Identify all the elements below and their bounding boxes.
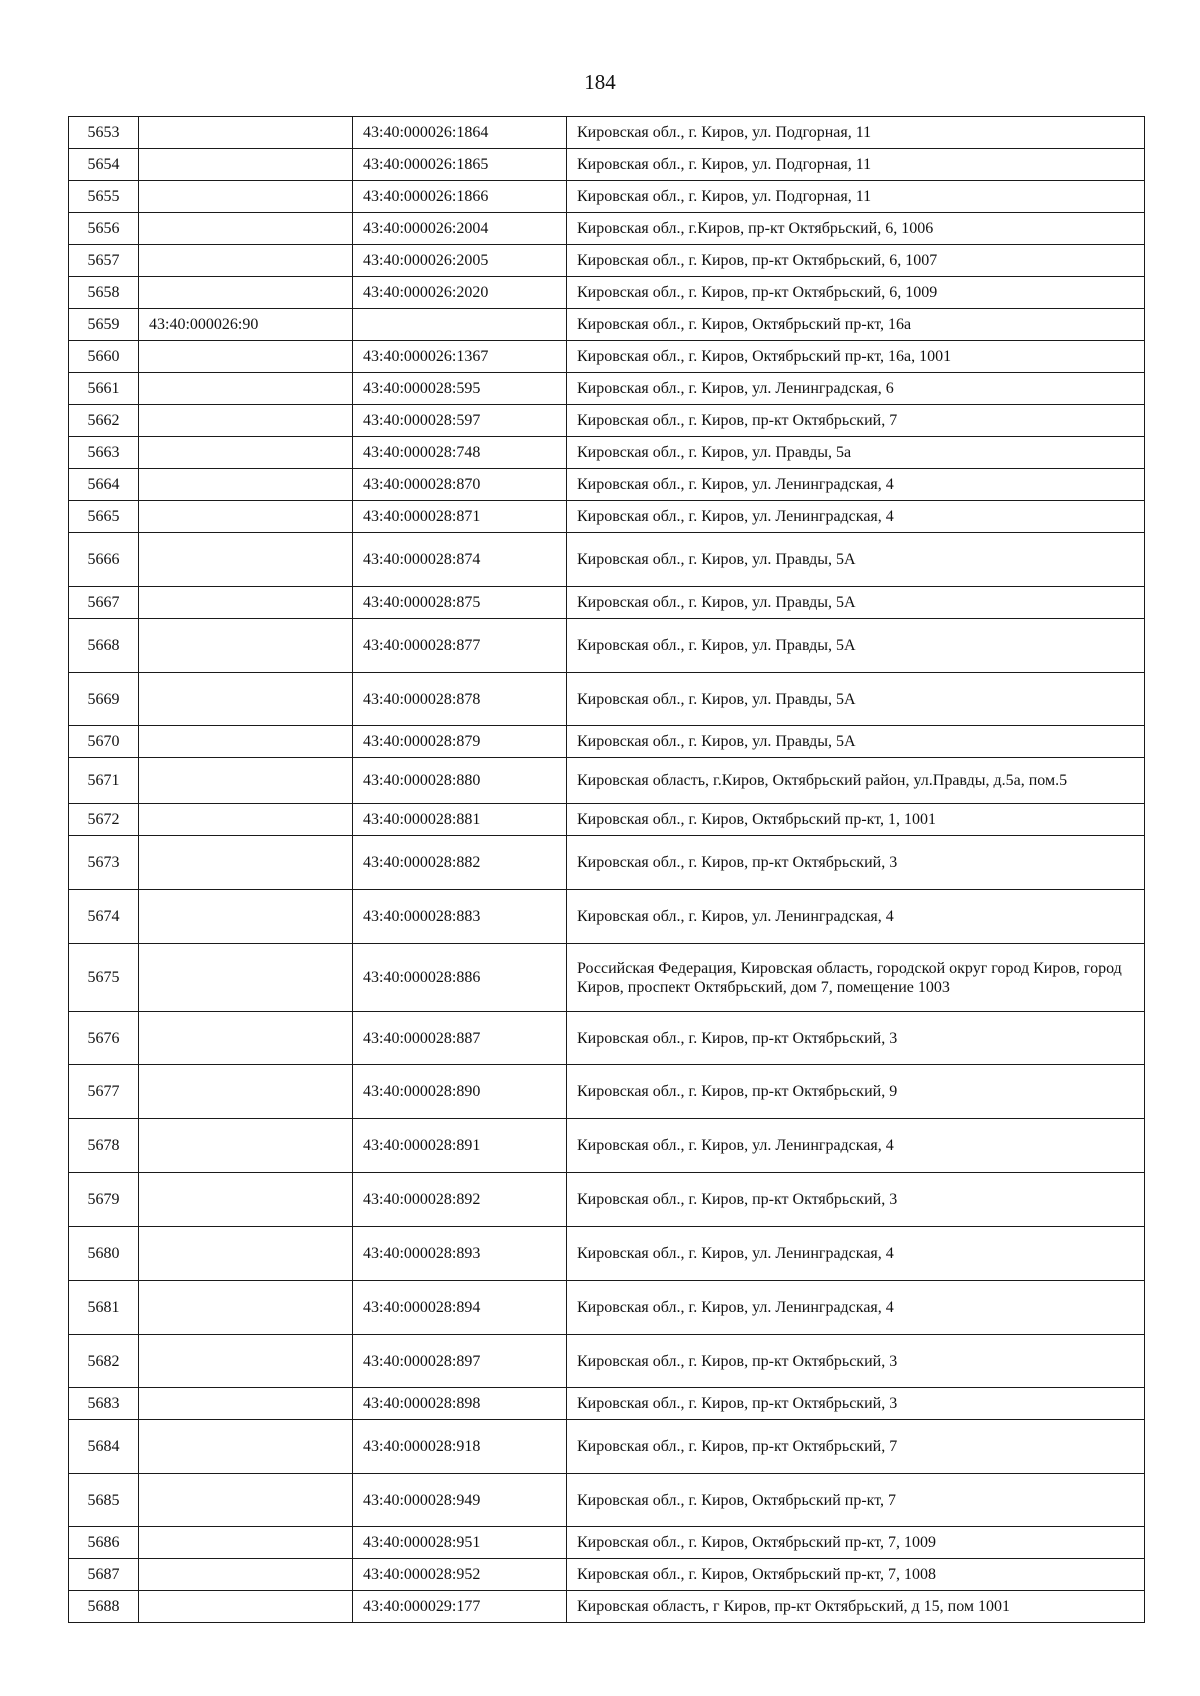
cadastral-number-cell: 43:40:000028:951 bbox=[353, 1527, 567, 1559]
address-cell: Кировская область, г.Киров, Октябрьский район, ул.Правды, д.5а, пом.5 bbox=[567, 758, 1145, 804]
row-number-cell: 5675 bbox=[69, 944, 139, 1012]
row-number-cell: 5669 bbox=[69, 673, 139, 726]
parent-cadastral-cell bbox=[139, 1559, 353, 1591]
address-cell: Кировская обл., г. Киров, пр-кт Октябрьский, 3 bbox=[567, 1388, 1145, 1420]
table-row bbox=[69, 836, 1145, 890]
parent-cadastral-cell bbox=[139, 341, 353, 373]
address-cell: Кировская обл., г. Киров, ул. Правды, 5а bbox=[567, 437, 1145, 469]
address-cell: Кировская обл., г. Киров, ул. Правды, 5А bbox=[567, 673, 1145, 726]
table-row bbox=[69, 277, 1145, 309]
cadastral-number-cell bbox=[353, 309, 567, 341]
table-row bbox=[69, 213, 1145, 245]
table-row bbox=[69, 587, 1145, 619]
cadastral-number-cell: 43:40:000028:881 bbox=[353, 804, 567, 836]
cadastral-number-cell: 43:40:000028:880 bbox=[353, 758, 567, 804]
table-row bbox=[69, 405, 1145, 437]
cadastral-number-cell: 43:40:000028:877 bbox=[353, 619, 567, 673]
cadastral-number-cell: 43:40:000028:918 bbox=[353, 1420, 567, 1474]
cadastral-number-cell: 43:40:000028:890 bbox=[353, 1065, 567, 1119]
address-cell: Кировская обл., г. Киров, Октябрьский пр-кт, 7, 1008 bbox=[567, 1559, 1145, 1591]
cadastral-number-cell: 43:40:000026:2005 bbox=[353, 245, 567, 277]
parent-cadastral-cell bbox=[139, 405, 353, 437]
cadastral-number-cell: 43:40:000026:1864 bbox=[353, 117, 567, 149]
row-number-cell: 5685 bbox=[69, 1474, 139, 1527]
address-cell: Кировская обл., г. Киров, пр-кт Октябрьский, 7 bbox=[567, 405, 1145, 437]
cadastral-number-cell: 43:40:000028:871 bbox=[353, 501, 567, 533]
parent-cadastral-cell bbox=[139, 373, 353, 405]
cadastral-number-cell: 43:40:000028:897 bbox=[353, 1335, 567, 1388]
row-number-cell: 5667 bbox=[69, 587, 139, 619]
address-cell: Кировская обл., г. Киров, ул. Правды, 5А bbox=[567, 726, 1145, 758]
table-row bbox=[69, 533, 1145, 587]
parent-cadastral-cell bbox=[139, 619, 353, 673]
registry-table bbox=[68, 116, 1145, 1623]
row-number-cell: 5663 bbox=[69, 437, 139, 469]
row-number-cell: 5655 bbox=[69, 181, 139, 213]
parent-cadastral-cell bbox=[139, 944, 353, 1012]
parent-cadastral-cell bbox=[139, 1012, 353, 1065]
cadastral-number-cell: 43:40:000026:1865 bbox=[353, 149, 567, 181]
address-cell: Кировская обл., г. Киров, пр-кт Октябрьский, 3 bbox=[567, 1173, 1145, 1227]
parent-cadastral-cell bbox=[139, 181, 353, 213]
table-row bbox=[69, 1559, 1145, 1591]
table-row bbox=[69, 1527, 1145, 1559]
cadastral-number-cell: 43:40:000028:874 bbox=[353, 533, 567, 587]
row-number-cell: 5682 bbox=[69, 1335, 139, 1388]
parent-cadastral-cell bbox=[139, 1065, 353, 1119]
cadastral-number-cell: 43:40:000028:882 bbox=[353, 836, 567, 890]
row-number-cell: 5664 bbox=[69, 469, 139, 501]
address-cell: Кировская обл., г. Киров, ул. Подгорная, 11 bbox=[567, 181, 1145, 213]
table-row bbox=[69, 1335, 1145, 1388]
table-row bbox=[69, 1227, 1145, 1281]
address-cell: Кировская обл., г. Киров, Октябрьский пр-кт, 16а bbox=[567, 309, 1145, 341]
address-cell: Кировская обл., г. Киров, пр-кт Октябрьский, 3 bbox=[567, 1335, 1145, 1388]
address-cell: Кировская обл., г. Киров, ул. Ленинградская, 6 bbox=[567, 373, 1145, 405]
cadastral-number-cell: 43:40:000028:952 bbox=[353, 1559, 567, 1591]
parent-cadastral-cell bbox=[139, 1591, 353, 1623]
parent-cadastral-cell bbox=[139, 836, 353, 890]
address-cell: Кировская обл., г. Киров, ул. Ленинградская, 4 bbox=[567, 1281, 1145, 1335]
address-cell: Кировская обл., г. Киров, ул. Правды, 5А bbox=[567, 619, 1145, 673]
parent-cadastral-cell bbox=[139, 117, 353, 149]
parent-cadastral-cell bbox=[139, 1227, 353, 1281]
cadastral-number-cell: 43:40:000028:887 bbox=[353, 1012, 567, 1065]
parent-cadastral-cell bbox=[139, 1119, 353, 1173]
table-row bbox=[69, 245, 1145, 277]
row-number-cell: 5657 bbox=[69, 245, 139, 277]
row-number-cell: 5658 bbox=[69, 277, 139, 309]
parent-cadastral-cell bbox=[139, 1388, 353, 1420]
table-row bbox=[69, 309, 1145, 341]
parent-cadastral-cell bbox=[139, 726, 353, 758]
row-number-cell: 5672 bbox=[69, 804, 139, 836]
row-number-cell: 5668 bbox=[69, 619, 139, 673]
cadastral-number-cell: 43:40:000028:949 bbox=[353, 1474, 567, 1527]
table-row bbox=[69, 804, 1145, 836]
table-row bbox=[69, 1119, 1145, 1173]
row-number-cell: 5681 bbox=[69, 1281, 139, 1335]
cadastral-number-cell: 43:40:000028:883 bbox=[353, 890, 567, 944]
address-cell: Кировская обл., г. Киров, ул. Правды, 5А bbox=[567, 587, 1145, 619]
table-row bbox=[69, 1474, 1145, 1527]
table-row bbox=[69, 1281, 1145, 1335]
row-number-cell: 5653 bbox=[69, 117, 139, 149]
row-number-cell: 5680 bbox=[69, 1227, 139, 1281]
table-row bbox=[69, 469, 1145, 501]
table-row bbox=[69, 619, 1145, 673]
cadastral-number-cell: 43:40:000029:177 bbox=[353, 1591, 567, 1623]
address-cell: Кировская обл., г. Киров, пр-кт Октябрьский, 6, 1007 bbox=[567, 245, 1145, 277]
row-number-cell: 5679 bbox=[69, 1173, 139, 1227]
parent-cadastral-cell: 43:40:000026:90 bbox=[139, 309, 353, 341]
row-number-cell: 5676 bbox=[69, 1012, 139, 1065]
address-cell: Кировская обл., г. Киров, ул. Правды, 5А bbox=[567, 533, 1145, 587]
parent-cadastral-cell bbox=[139, 804, 353, 836]
parent-cadastral-cell bbox=[139, 277, 353, 309]
row-number-cell: 5654 bbox=[69, 149, 139, 181]
address-cell: Кировская обл., г. Киров, Октябрьский пр-кт, 7 bbox=[567, 1474, 1145, 1527]
parent-cadastral-cell bbox=[139, 1420, 353, 1474]
address-cell: Кировская обл., г. Киров, Октябрьский пр-кт, 7, 1009 bbox=[567, 1527, 1145, 1559]
registry-table-body bbox=[69, 117, 1145, 1623]
table-row bbox=[69, 673, 1145, 726]
row-number-cell: 5686 bbox=[69, 1527, 139, 1559]
cadastral-number-cell: 43:40:000028:886 bbox=[353, 944, 567, 1012]
cadastral-number-cell: 43:40:000028:892 bbox=[353, 1173, 567, 1227]
parent-cadastral-cell bbox=[139, 469, 353, 501]
address-cell: Российская Федерация, Кировская область, городской округ город Киров, город Киров, проспект Октябрьский, дом 7, помещение 1003 bbox=[567, 944, 1145, 1012]
row-number-cell: 5688 bbox=[69, 1591, 139, 1623]
table-row bbox=[69, 1065, 1145, 1119]
address-cell: Кировская обл., г.Киров, пр-кт Октябрьский, 6, 1006 bbox=[567, 213, 1145, 245]
table-row bbox=[69, 1388, 1145, 1420]
address-cell: Кировская обл., г. Киров, ул. Ленинградская, 4 bbox=[567, 469, 1145, 501]
row-number-cell: 5678 bbox=[69, 1119, 139, 1173]
address-cell: Кировская обл., г. Киров, пр-кт Октябрьский, 3 bbox=[567, 836, 1145, 890]
table-row bbox=[69, 1420, 1145, 1474]
address-cell: Кировская обл., г. Киров, пр-кт Октябрьский, 7 bbox=[567, 1420, 1145, 1474]
address-cell: Кировская обл., г. Киров, ул. Ленинградская, 4 bbox=[567, 1119, 1145, 1173]
cadastral-number-cell: 43:40:000028:878 bbox=[353, 673, 567, 726]
table-row bbox=[69, 149, 1145, 181]
parent-cadastral-cell bbox=[139, 890, 353, 944]
parent-cadastral-cell bbox=[139, 1281, 353, 1335]
row-number-cell: 5677 bbox=[69, 1065, 139, 1119]
table-row bbox=[69, 1591, 1145, 1623]
row-number-cell: 5674 bbox=[69, 890, 139, 944]
row-number-cell: 5673 bbox=[69, 836, 139, 890]
parent-cadastral-cell bbox=[139, 758, 353, 804]
address-cell: Кировская обл., г. Киров, ул. Ленинградская, 4 bbox=[567, 1227, 1145, 1281]
row-number-cell: 5656 bbox=[69, 213, 139, 245]
row-number-cell: 5683 bbox=[69, 1388, 139, 1420]
table-row bbox=[69, 373, 1145, 405]
parent-cadastral-cell bbox=[139, 149, 353, 181]
row-number-cell: 5659 bbox=[69, 309, 139, 341]
address-cell: Кировская обл., г. Киров, ул. Ленинградская, 4 bbox=[567, 501, 1145, 533]
cadastral-number-cell: 43:40:000026:1367 bbox=[353, 341, 567, 373]
parent-cadastral-cell bbox=[139, 437, 353, 469]
address-cell: Кировская обл., г. Киров, Октябрьский пр-кт, 16а, 1001 bbox=[567, 341, 1145, 373]
address-cell: Кировская обл., г. Киров, пр-кт Октябрьский, 6, 1009 bbox=[567, 277, 1145, 309]
cadastral-number-cell: 43:40:000028:894 bbox=[353, 1281, 567, 1335]
cadastral-number-cell: 43:40:000028:879 bbox=[353, 726, 567, 758]
parent-cadastral-cell bbox=[139, 587, 353, 619]
row-number-cell: 5666 bbox=[69, 533, 139, 587]
cadastral-number-cell: 43:40:000028:875 bbox=[353, 587, 567, 619]
cadastral-number-cell: 43:40:000026:2004 bbox=[353, 213, 567, 245]
cadastral-number-cell: 43:40:000028:893 bbox=[353, 1227, 567, 1281]
parent-cadastral-cell bbox=[139, 1335, 353, 1388]
row-number-cell: 5670 bbox=[69, 726, 139, 758]
row-number-cell: 5662 bbox=[69, 405, 139, 437]
cadastral-number-cell: 43:40:000028:891 bbox=[353, 1119, 567, 1173]
table-row bbox=[69, 758, 1145, 804]
table-row bbox=[69, 341, 1145, 373]
parent-cadastral-cell bbox=[139, 673, 353, 726]
row-number-cell: 5661 bbox=[69, 373, 139, 405]
cadastral-number-cell: 43:40:000026:2020 bbox=[353, 277, 567, 309]
table-row bbox=[69, 181, 1145, 213]
address-cell: Кировская обл., г. Киров, пр-кт Октябрьский, 3 bbox=[567, 1012, 1145, 1065]
row-number-cell: 5684 bbox=[69, 1420, 139, 1474]
parent-cadastral-cell bbox=[139, 533, 353, 587]
table-row bbox=[69, 1012, 1145, 1065]
table-row bbox=[69, 944, 1145, 1012]
cadastral-number-cell: 43:40:000026:1866 bbox=[353, 181, 567, 213]
address-cell: Кировская обл., г. Киров, пр-кт Октябрьский, 9 bbox=[567, 1065, 1145, 1119]
row-number-cell: 5687 bbox=[69, 1559, 139, 1591]
cadastral-number-cell: 43:40:000028:595 bbox=[353, 373, 567, 405]
table-row bbox=[69, 117, 1145, 149]
row-number-cell: 5671 bbox=[69, 758, 139, 804]
row-number-cell: 5665 bbox=[69, 501, 139, 533]
parent-cadastral-cell bbox=[139, 245, 353, 277]
table-row bbox=[69, 890, 1145, 944]
parent-cadastral-cell bbox=[139, 501, 353, 533]
cadastral-number-cell: 43:40:000028:898 bbox=[353, 1388, 567, 1420]
parent-cadastral-cell bbox=[139, 1527, 353, 1559]
row-number-cell: 5660 bbox=[69, 341, 139, 373]
parent-cadastral-cell bbox=[139, 213, 353, 245]
table-row bbox=[69, 437, 1145, 469]
address-cell: Кировская обл., г. Киров, Октябрьский пр-кт, 1, 1001 bbox=[567, 804, 1145, 836]
parent-cadastral-cell bbox=[139, 1173, 353, 1227]
address-cell: Кировская обл., г. Киров, ул. Ленинградская, 4 bbox=[567, 890, 1145, 944]
table-row bbox=[69, 501, 1145, 533]
address-cell: Кировская обл., г. Киров, ул. Подгорная, 11 bbox=[567, 149, 1145, 181]
cadastral-number-cell: 43:40:000028:870 bbox=[353, 469, 567, 501]
cadastral-number-cell: 43:40:000028:748 bbox=[353, 437, 567, 469]
parent-cadastral-cell bbox=[139, 1474, 353, 1527]
address-cell: Кировская обл., г. Киров, ул. Подгорная, 11 bbox=[567, 117, 1145, 149]
address-cell: Кировская область, г Киров, пр-кт Октябрьский, д 15, пом 1001 bbox=[567, 1591, 1145, 1623]
cadastral-number-cell: 43:40:000028:597 bbox=[353, 405, 567, 437]
table-row bbox=[69, 726, 1145, 758]
table-row bbox=[69, 1173, 1145, 1227]
page-number: 184 bbox=[584, 70, 616, 94]
